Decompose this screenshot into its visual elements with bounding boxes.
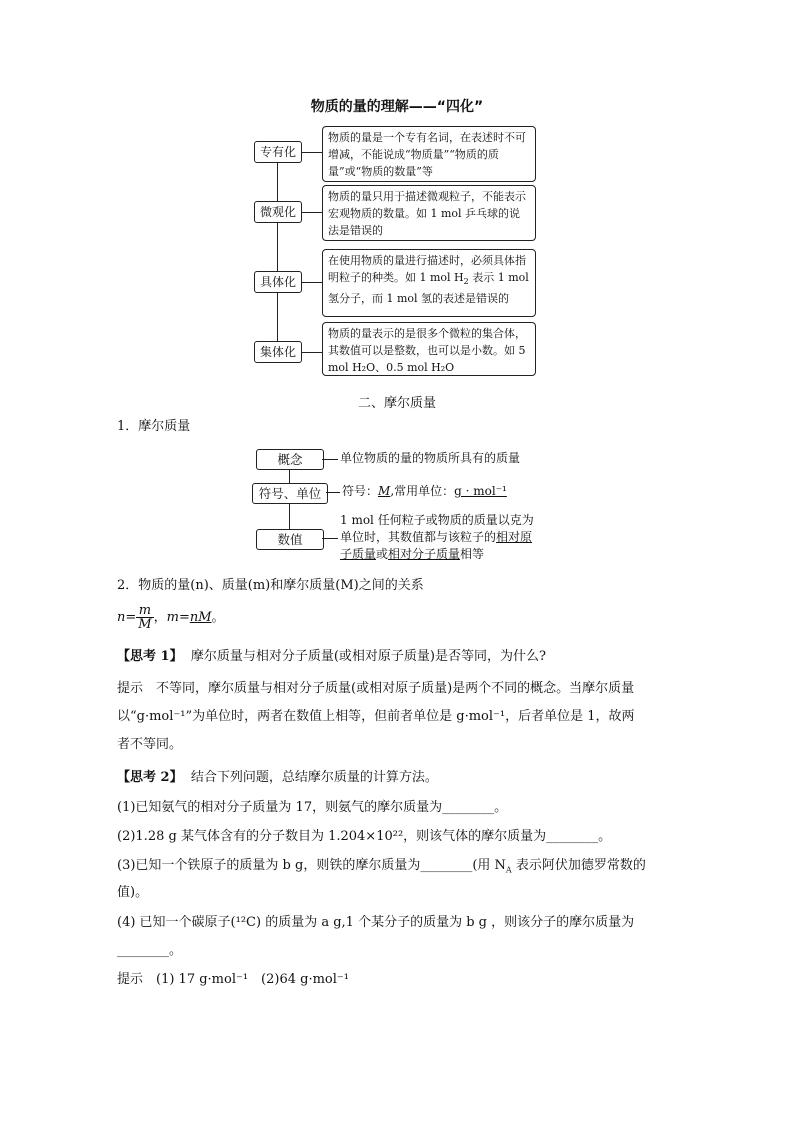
think1-answer-2: 以“g·mol⁻¹”为单位时，两者在数值上相等，但前者单位是 g·mol⁻¹，后者单位是 1，故两 bbox=[117, 709, 635, 724]
think2-q4-line1: (4) 已知一个碳原子(¹²C) 的质量为 a g,1 个某分子的质量为 b g ，则该分子的摩尔质量为 bbox=[117, 915, 635, 930]
symbol-prefix: 符号： bbox=[342, 484, 379, 498]
think1-answer-1: 提示 不等同，摩尔质量与相对分子质量(或相对原子质量)是两个不同的概念。当摩尔质量 bbox=[117, 681, 635, 696]
fraction-numerator: m bbox=[136, 604, 153, 618]
label-symbol-unit: 符号、单位 bbox=[252, 483, 328, 504]
q3-a: (3)已知一个铁原子的质量为 b g，则铁的摩尔质量为________(用 N bbox=[117, 858, 506, 873]
q3-b: 表示阿伏加德罗常数的 bbox=[511, 858, 646, 873]
formula-m: m bbox=[166, 610, 179, 625]
desc-specific-b: 表示 1 mol 氢分子，而 1 mol 氢的表述是错误的 bbox=[328, 271, 529, 306]
diagram-trunk bbox=[277, 152, 278, 352]
desc-specific bbox=[322, 249, 536, 317]
desc-concept: 单位物质的量的物质所具有的质量 bbox=[340, 451, 521, 465]
formula-n: n bbox=[117, 610, 126, 625]
think2-q2: (2)1.28 g 某气体含有的分子数目为 1.204×10²²，则该气体的摩尔质量为________。 bbox=[117, 829, 612, 844]
desc-micro: 物质的量只用于描述微观粒子，不能表示宏观物质的数量。如 1 mol 乒乓球的说法是错误的 bbox=[322, 185, 536, 241]
formula-sep: ， bbox=[153, 610, 167, 625]
think2-q3-line2: 值)。 bbox=[117, 885, 149, 900]
think2-question-line bbox=[117, 769, 438, 787]
value-or: 或 bbox=[376, 547, 389, 561]
label-micro: 微观化 bbox=[254, 201, 302, 223]
formula-fraction bbox=[136, 604, 153, 631]
think2-q4-line2: ________。 bbox=[117, 943, 183, 958]
subheading-1: 1．摩尔质量 bbox=[117, 419, 191, 434]
desc-specific-sub: 2 bbox=[463, 277, 469, 287]
think1-answer-3: 者不等同。 bbox=[117, 737, 183, 752]
think2-q1: (1)已知氨气的相对分子质量为 17，则氨气的摩尔质量为________。 bbox=[117, 800, 508, 815]
connector-symbol bbox=[326, 492, 340, 493]
symbol-mid: ,常用单位： bbox=[390, 484, 455, 498]
think2-question: 结合下列问题，总结摩尔质量的计算方法。 bbox=[190, 770, 438, 785]
label-value: 数值 bbox=[256, 529, 324, 550]
think2-q3-line1 bbox=[117, 857, 646, 880]
fraction-denominator: M bbox=[138, 617, 152, 632]
think1-question-line bbox=[117, 648, 546, 666]
value-c: 相等 bbox=[460, 547, 485, 561]
desc-proper: 物质的量是一个专有名词，在表述时不可增减，不能说成“物质量”“物质的质量”或“物质的数量”等 bbox=[322, 126, 536, 182]
label-concept: 概念 bbox=[256, 449, 324, 470]
value-relative-atomic-mass: 相对原子质量 bbox=[340, 530, 533, 561]
label-proper: 专有化 bbox=[254, 141, 302, 163]
symbol-unit: g · mol⁻¹ bbox=[454, 484, 507, 498]
formula-eq: = bbox=[125, 610, 137, 625]
subheading-2: 2．物质的量(n)、质量(m)和摩尔质量(M)之间的关系 bbox=[117, 578, 424, 593]
think2-tag: 【思考 2】 bbox=[117, 770, 183, 785]
formula-end: 。 bbox=[211, 610, 225, 625]
formula-eq2: = bbox=[178, 610, 190, 625]
value-a: 1 mol 任何粒子或物质的质量以克为单位时，其数值都与该粒子的 bbox=[340, 513, 534, 544]
think1-question: 摩尔质量与相对分子质量(或相对原子质量)是否等同，为什么? bbox=[190, 649, 546, 664]
symbol-M: M bbox=[378, 484, 391, 498]
formula-rhs: nM bbox=[189, 610, 212, 625]
connector-concept bbox=[322, 459, 338, 460]
desc-symbol bbox=[342, 483, 507, 500]
label-collective: 集体化 bbox=[254, 341, 302, 363]
desc-collective: 物质的量表示的是很多个微粒的集合体，其数值可以是整数，也可以是小数。如 5 mol H₂O、0.5 mol H₂O bbox=[322, 322, 536, 376]
desc-value bbox=[340, 512, 540, 563]
section-title: 物质的量的理解——“四化” bbox=[310, 99, 484, 115]
connector-value bbox=[322, 538, 338, 539]
relation-formula bbox=[117, 603, 225, 633]
think2-hint: 提示 (1) 17 g·mol⁻¹ (2)64 g·mol⁻¹ bbox=[117, 972, 349, 987]
q3-sub: A bbox=[505, 865, 512, 875]
heading-molar-mass: 二、摩尔质量 bbox=[357, 396, 436, 411]
value-relative-molecular-mass: 相对分子质量 bbox=[388, 547, 461, 561]
desc-specific-a: 在使用物质的量进行描述时，必须具体指明粒子的种类。如 1 mol H bbox=[328, 254, 526, 284]
label-specific: 具体化 bbox=[254, 271, 302, 293]
think1-tag: 【思考 1】 bbox=[117, 649, 183, 664]
